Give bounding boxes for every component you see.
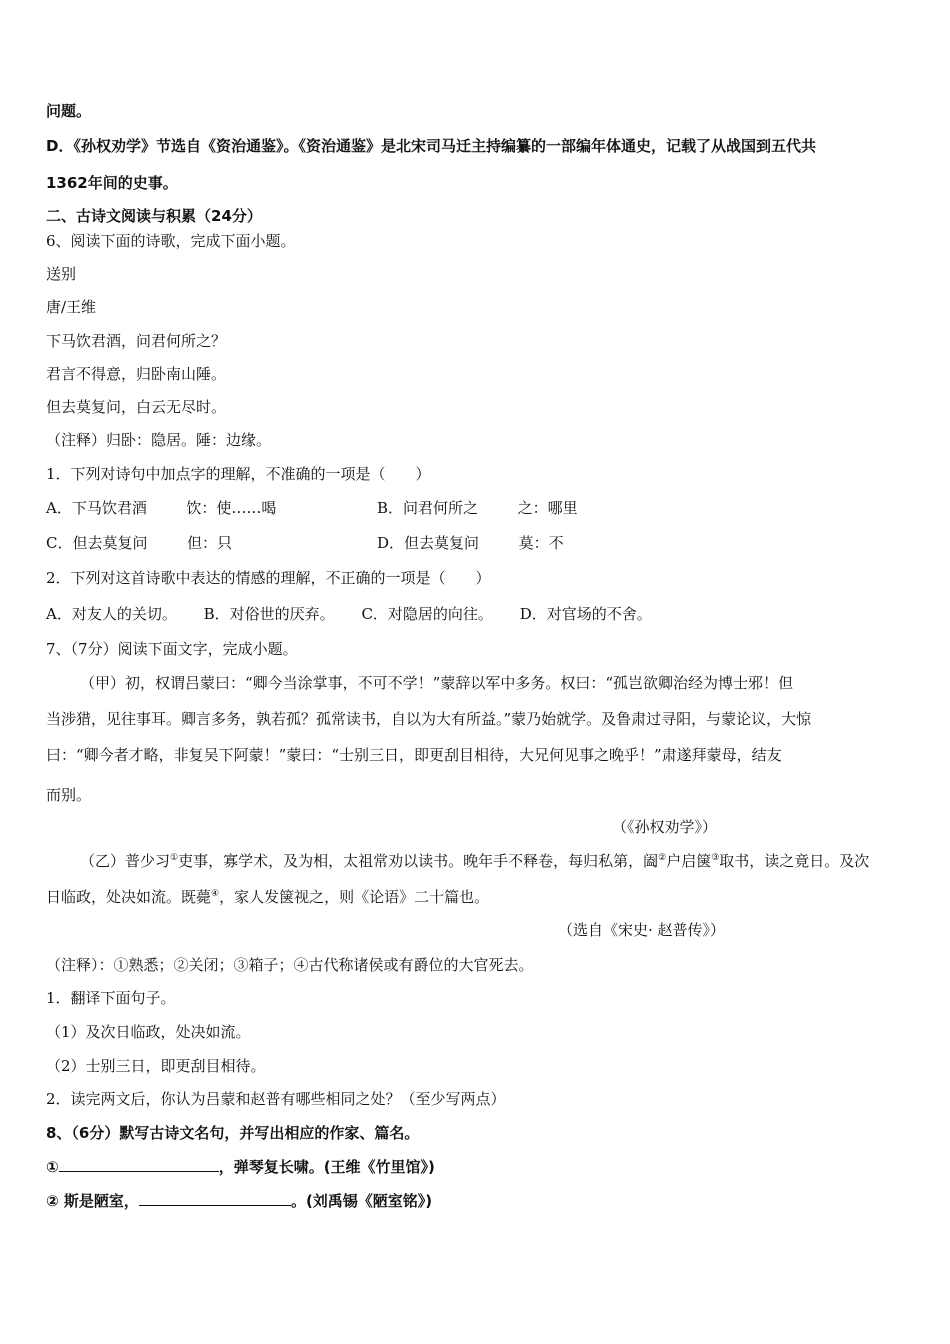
footnote-mark-2: ② (658, 853, 667, 863)
q8-item1-blank[interactable] (59, 1157, 219, 1172)
yi-text-b: 吏事，寡学术，及为相，太祖常劝以读书。晚年手不释卷，每归私第，阖 (178, 852, 659, 870)
section-heading: 二、古诗文阅读与积累（24分） (46, 207, 262, 225)
option-c-definition: 但：只 (187, 534, 233, 552)
prev-question-tail: 问题。 (46, 102, 92, 120)
q8-item2-text-start: ② 斯是陋室， (46, 1192, 139, 1210)
q6-sub1-option-d (377, 533, 564, 553)
footnote-mark-3: ③ (711, 853, 720, 863)
yi-text-e: 日临政，处决如流。既薨 (46, 888, 212, 906)
passage-yi-line2 (46, 887, 489, 907)
q8-intro: 8、（6分）默写古诗文名句，并写出相应的作家、篇名。 (46, 1124, 420, 1142)
q6-sub1-option-b (377, 498, 578, 518)
q7-intro: 7、（7分）阅读下面文字，完成小题。 (46, 640, 298, 658)
passage-jia-source: （《孙权劝学》） (612, 818, 718, 836)
q6-sub2-options (46, 604, 652, 624)
q6-sub2-option-c: C．对隐居的向往。 (361, 605, 493, 623)
passage-jia-line2: 当涉猎，见往事耳。卿言多务，孰若孤？孤常读书，自以为大有所益。”蒙乃始就学。及鲁肃过寻阳，与蒙论议，大惊 (46, 710, 812, 728)
option-d-definition: 莫：不 (518, 534, 564, 552)
passage-jia-line3: 曰：“卿今者才略，非复吴下阿蒙！”蒙曰：“士别三日，即更刮目相待，大兄何见事之晚乎！”肃遂拜蒙母，结友 (46, 746, 782, 764)
option-d-phrase: D．但去莫复问 (377, 534, 480, 552)
q7-sub2-stem: 2．读完两文后，你认为吕蒙和赵普有哪些相同之处？（至少写两点） (46, 1090, 506, 1108)
q6-sub2-option-b: B．对俗世的厌弃。 (203, 605, 335, 623)
footnote-mark-4: ④ (211, 889, 220, 899)
q7-sub1-stem: 1．翻译下面句子。 (46, 989, 176, 1007)
passage-yi-source: （选自《宋史· 赵普传》） (558, 921, 726, 939)
yi-text-c: 户启箧 (666, 852, 712, 870)
q8-item2 (46, 1191, 432, 1211)
q6-note: （注释）归卧：隐居。陲：边缘。 (46, 431, 272, 449)
q6-sub1-option-c (46, 533, 232, 553)
yi-text-a: （乙）普少习 (80, 852, 171, 870)
prev-option-d-line1: D．《孙权劝学》节选自《资治通鉴》。《资治通鉴》是北宋司马迁主持编纂的一部编年体通史，记载了从战国到五代共 (46, 137, 816, 155)
q6-intro: 6、阅读下面的诗歌，完成下面小题。 (46, 232, 296, 250)
q6-sub2-option-d: D．对官场的不舍。 (519, 605, 652, 623)
q6-sub1-stem: 1．下列对诗句中加点字的理解，不准确的一项是（ ） (46, 465, 431, 483)
option-a-phrase: A．下马饮君酒 (46, 499, 147, 517)
option-b-definition: 之：哪里 (517, 499, 578, 517)
poem-line-3: 但去莫复问，白云无尽时。 (46, 398, 227, 416)
q6-sub1-option-a (46, 498, 276, 518)
footnote-mark-1: ① (170, 853, 179, 863)
option-c-phrase: C．但去莫复问 (46, 534, 148, 552)
option-b-phrase: B．问君何所之 (377, 499, 479, 517)
option-a-definition: 饮：使……喝 (186, 499, 277, 517)
q7-note: （注释）：①熟悉；②关闭；③箱子；④古代称诸侯或有爵位的大官死去。 (46, 956, 534, 974)
q8-item2-text-end: 。(刘禹锡《陋室铭》) (290, 1192, 433, 1210)
passage-jia-line4: 而别。 (46, 786, 92, 804)
passage-yi-line1 (80, 851, 869, 871)
q6-sub2-option-a: A．对友人的关切。 (46, 605, 177, 623)
poem-author: 唐/王维 (46, 298, 97, 316)
q8-item1-number: ① (46, 1158, 59, 1176)
q7-sub1-item1: （1）及次日临政，处决如流。 (46, 1023, 251, 1041)
q8-item1-text: ，弹琴复长啸。(王维《竹里馆》) (218, 1158, 435, 1176)
q8-item2-blank[interactable] (139, 1191, 291, 1206)
poem-line-1: 下马饮君酒，问君何所之？ (46, 332, 227, 350)
q7-sub1-item2: （2）士别三日，即更刮目相待。 (46, 1057, 266, 1075)
yi-text-d: 取书，读之竟日。及次 (719, 852, 870, 870)
passage-jia-line1: （甲）初，权谓吕蒙曰：“卿今当涂掌事，不可不学！”蒙辞以军中多务。权曰：“孤岂欲卿治经为博士邪！但 (80, 674, 794, 692)
q8-item1 (46, 1157, 435, 1177)
yi-text-f: ，家人发箧视之，则《论语》二十篇也。 (219, 888, 490, 906)
prev-option-d-line2: 1362年间的史事。 (46, 174, 178, 192)
poem-title: 送别 (46, 265, 77, 283)
poem-line-2: 君言不得意，归卧南山陲。 (46, 365, 227, 383)
q6-sub2-stem: 2．下列对这首诗歌中表达的情感的理解，不正确的一项是（ ） (46, 569, 491, 587)
